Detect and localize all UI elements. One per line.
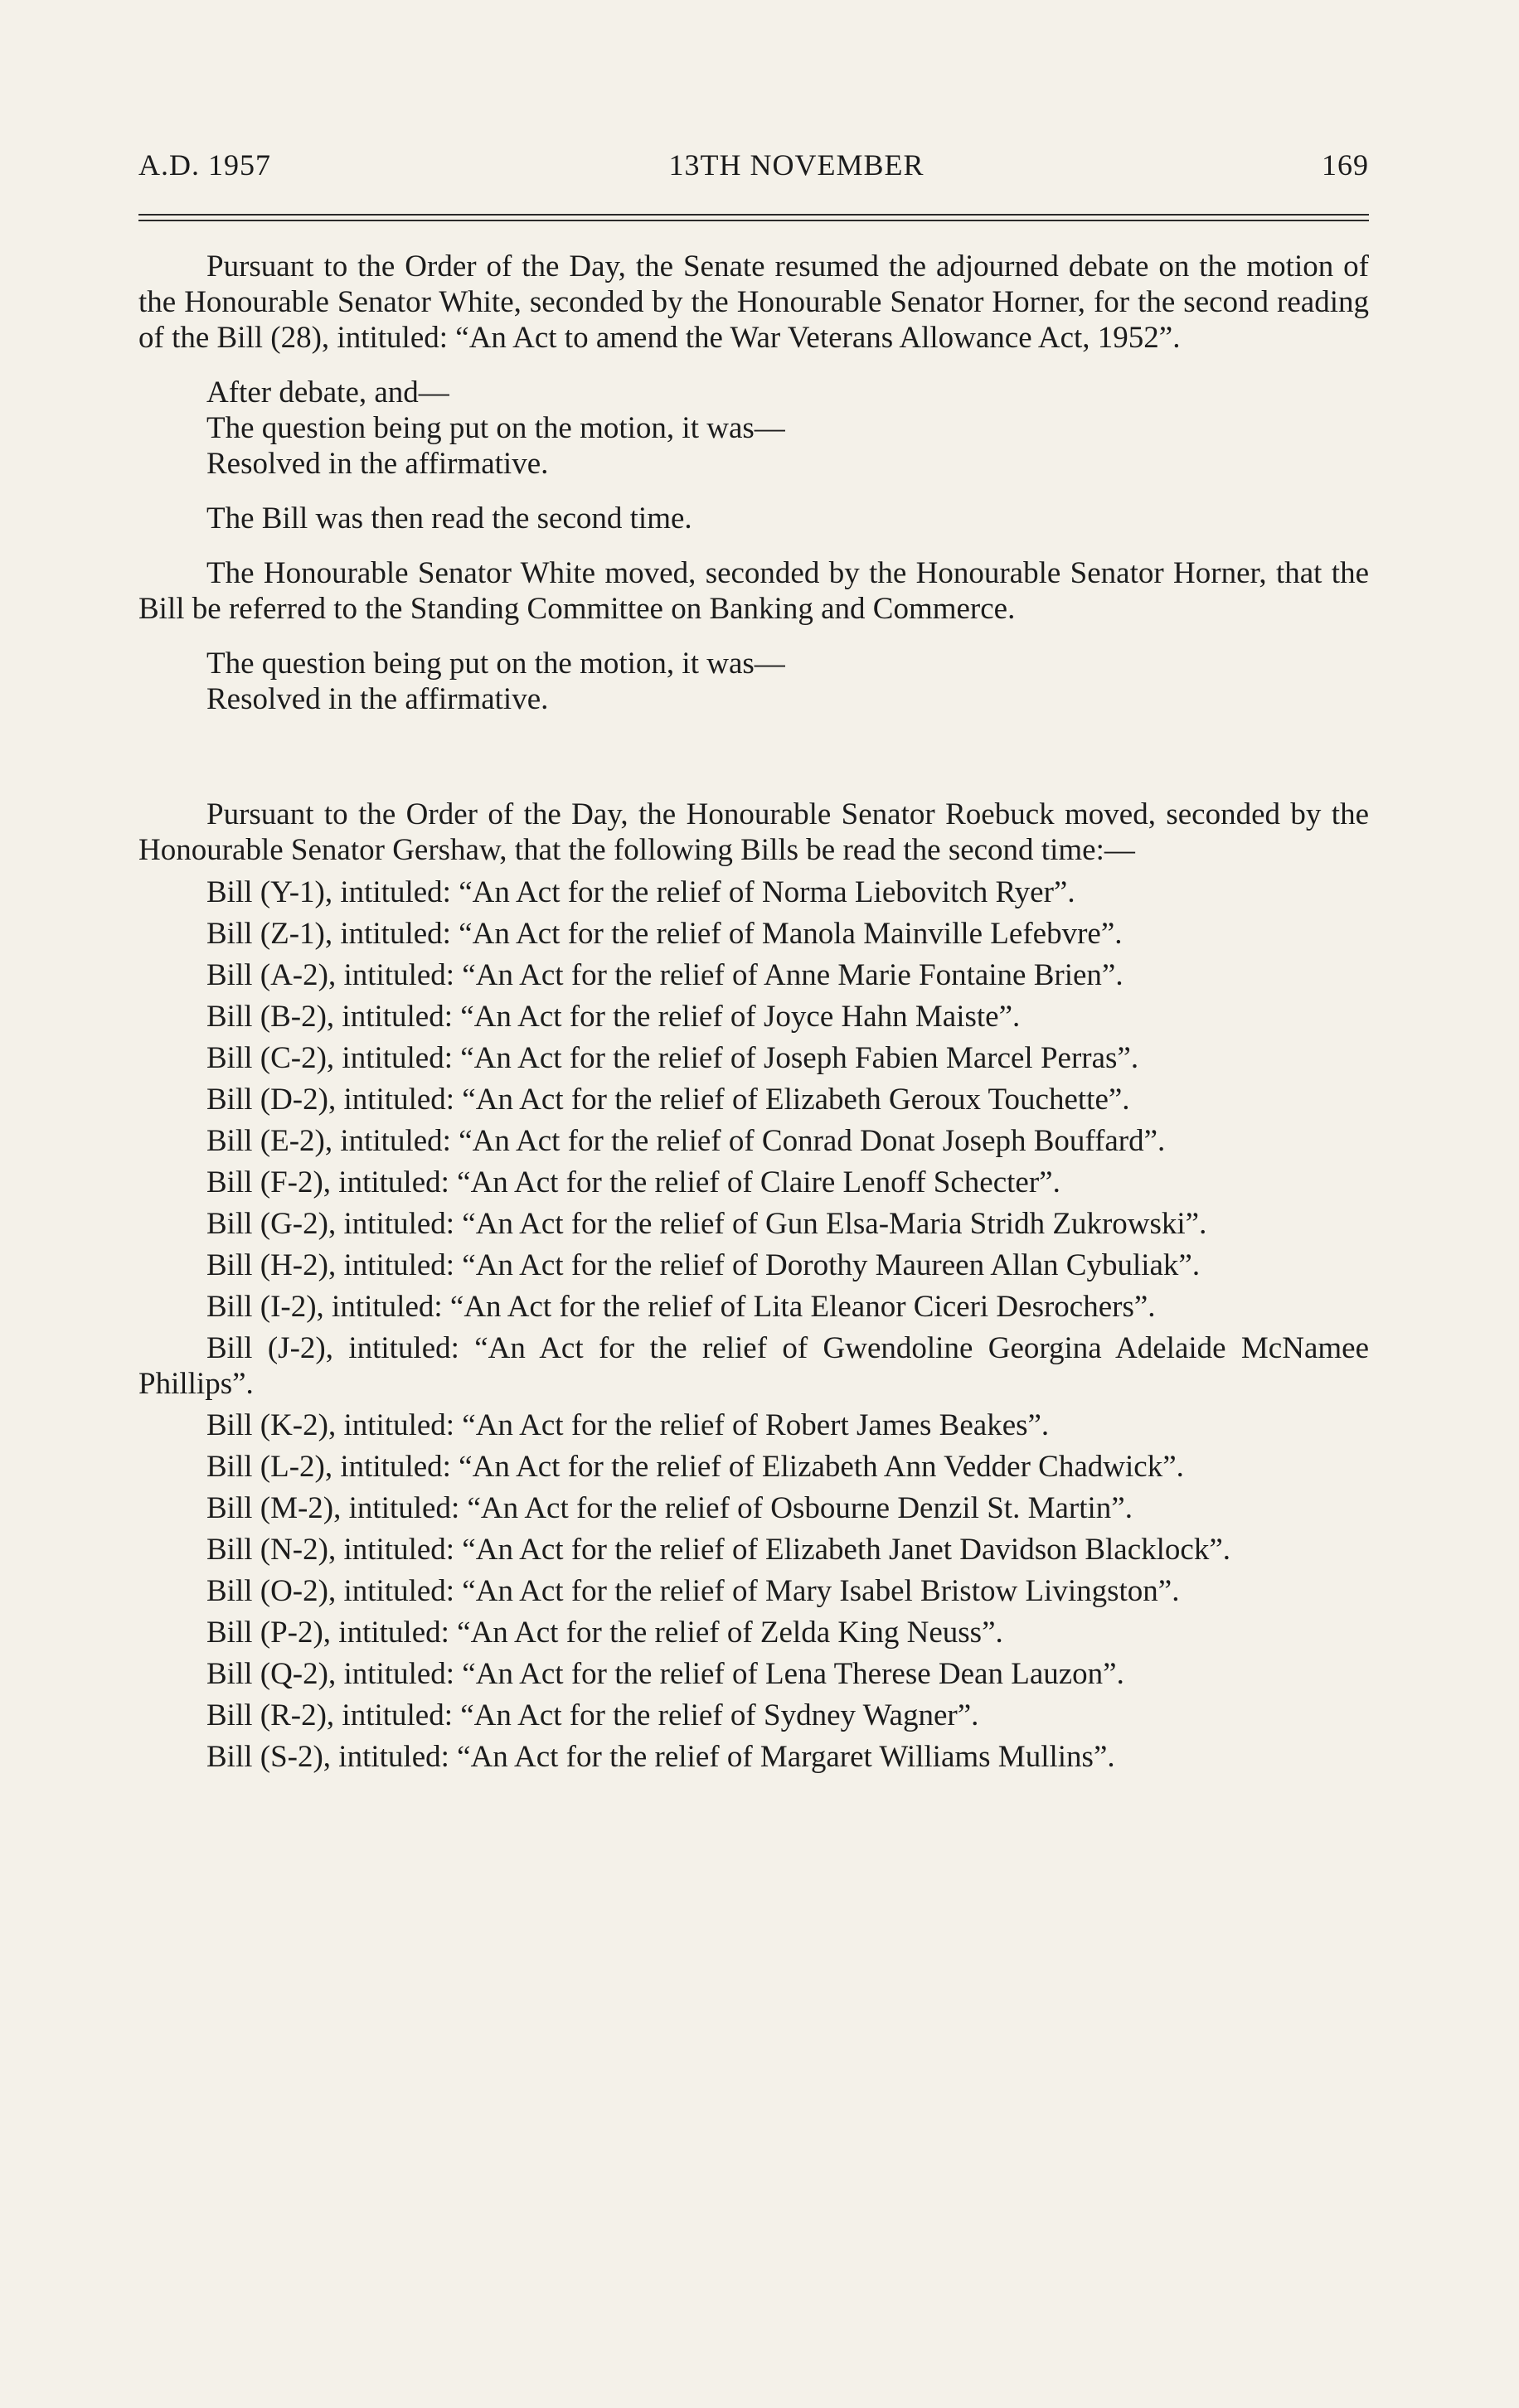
paragraph-second-reading-debate: Pursuant to the Order of the Day, the Senate resumed the adjourned debate on the motion of the Honourable Senator White, seconded by the Honourable Senator Horner, for the second reading of the Bill (28), intituled: “An Act to amend the War Veterans Allowance Act, 1952”. bbox=[138, 250, 1369, 355]
bill-item: Bill (G-2), intituled: “An Act for the relief of Gun Elsa-Maria Stridh Zukrowski”. bbox=[206, 1207, 1207, 1241]
bill-item: Bill (B-2), intituled: “An Act for the relief of Joyce Hahn Maiste”. bbox=[206, 1000, 1021, 1034]
header-double-rule bbox=[138, 214, 1369, 221]
bill-item: Bill (P-2), intituled: “An Act for the relief of Zelda King Neuss”. bbox=[206, 1616, 1003, 1650]
line-resolved: Resolved in the affirmative. bbox=[206, 447, 549, 481]
bill-item: Bill (I-2), intituled: “An Act for the relief of Lita Eleanor Ciceri Desrochers”. bbox=[206, 1290, 1156, 1324]
page-header bbox=[138, 148, 1369, 182]
bill-item: Bill (O-2), intituled: “An Act for the relief of Mary Isabel Bristow Livingston”. bbox=[206, 1574, 1180, 1608]
bill-item: Bill (C-2), intituled: “An Act for the relief of Joseph Fabien Marcel Perras”. bbox=[206, 1041, 1139, 1075]
bill-item: Bill (D-2), intituled: “An Act for the relief of Elizabeth Geroux Touchette”. bbox=[206, 1083, 1130, 1117]
bill-item: Bill (Y-1), intituled: “An Act for the relief of Norma Liebovitch Ryer”. bbox=[206, 875, 1075, 909]
bill-item: Bill (L-2), intituled: “An Act for the relief of Elizabeth Ann Vedder Chadwick”. bbox=[206, 1450, 1184, 1484]
bill-item: Bill (K-2), intituled: “An Act for the relief of Robert James Beakes”. bbox=[206, 1408, 1050, 1442]
bill-item: Bill (A-2), intituled: “An Act for the relief of Anne Marie Fontaine Brien”. bbox=[206, 958, 1123, 992]
page-number: 169 bbox=[1322, 148, 1369, 182]
line-resolved-2: Resolved in the affirmative. bbox=[206, 682, 549, 716]
header-date: 13TH NOVEMBER bbox=[668, 148, 925, 182]
bill-item: Bill (Q-2), intituled: “An Act for the relief of Lena Therese Dean Lauzon”. bbox=[206, 1657, 1124, 1691]
line-question-put-2: The question being put on the motion, it was— bbox=[206, 647, 785, 681]
paragraph-divorce-bills-intro: Pursuant to the Order of the Day, the Honourable Senator Roebuck moved, seconded by the Honourable Senator Gershaw, that the following Bills be read the second time:— bbox=[138, 797, 1369, 867]
paragraph-referral-motion: The Honourable Senator White moved, seconded by the Honourable Senator Horner, that the Bill be referred to the Standing Committee on Banking and Commerce. bbox=[138, 556, 1369, 626]
bill-item: Bill (M-2), intituled: “An Act for the relief of Osbourne Denzil St. Martin”. bbox=[206, 1491, 1133, 1525]
bill-item: Bill (N-2), intituled: “An Act for the relief of Elizabeth Janet Davidson Blacklock”. bbox=[206, 1533, 1231, 1567]
bill-item: Bill (S-2), intituled: “An Act for the relief of Margaret Williams Mullins”. bbox=[206, 1740, 1115, 1774]
line-after-debate: After debate, and— bbox=[206, 375, 449, 409]
bill-item: Bill (Z-1), intituled: “An Act for the relief of Manola Mainville Lefebvre”. bbox=[206, 917, 1123, 951]
bill-item: Bill (H-2), intituled: “An Act for the relief of Dorothy Maureen Allan Cybuliak”. bbox=[206, 1248, 1201, 1282]
line-question-put: The question being put on the motion, it was— bbox=[206, 411, 785, 445]
bill-item: Bill (E-2), intituled: “An Act for the relief of Conrad Donat Joseph Bouffard”. bbox=[206, 1124, 1166, 1158]
header-year: A.D. 1957 bbox=[138, 148, 271, 182]
paragraph-second-time: The Bill was then read the second time. bbox=[206, 501, 692, 535]
page-body bbox=[138, 249, 1369, 1781]
bill-list bbox=[138, 875, 1369, 1775]
bill-item: Bill (R-2), intituled: “An Act for the relief of Sydney Wagner”. bbox=[206, 1698, 979, 1732]
bill-item: Bill (F-2), intituled: “An Act for the relief of Claire Lenoff Schecter”. bbox=[206, 1165, 1060, 1199]
bill-item: Bill (J-2), intituled: “An Act for the relief of Gwendoline Georgina Adelaide McNamee Phillips”. bbox=[138, 1331, 1369, 1401]
